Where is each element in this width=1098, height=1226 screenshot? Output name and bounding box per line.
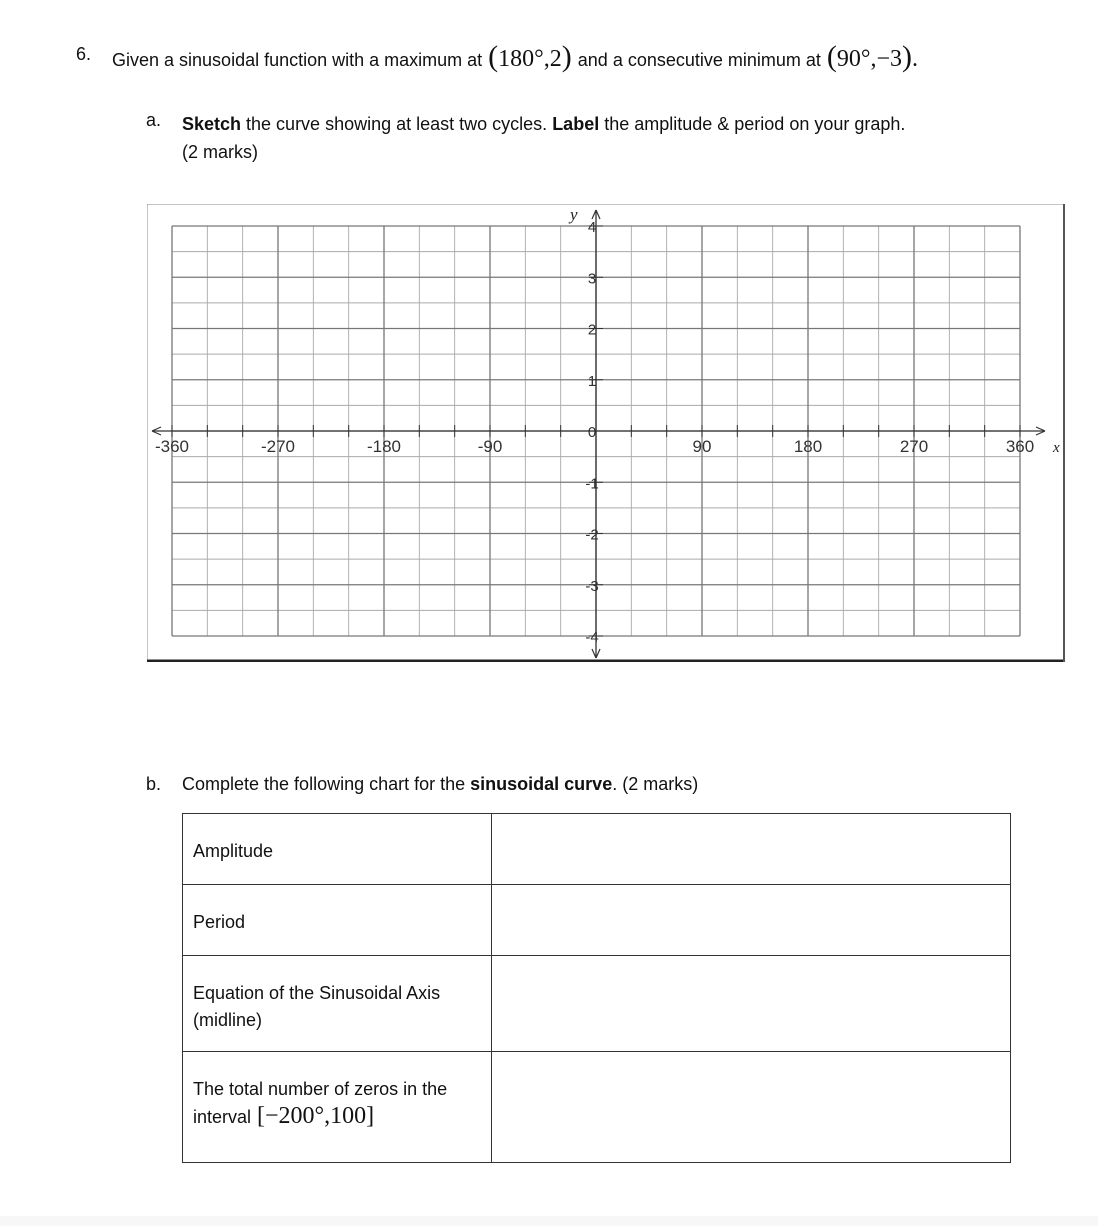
zeros-interval: [−200°,100] (257, 1103, 375, 1129)
y-tick-label: -1 (585, 475, 599, 493)
y-tick-label: 1 (587, 372, 597, 390)
y-axis-label: y (570, 205, 578, 224)
question-text-before: Given a sinusoidal function with a maximum at (112, 50, 483, 70)
part-a-letter: a. (146, 110, 162, 130)
label-bold: Label (552, 114, 600, 134)
zeros-label-last-word: interval (193, 1107, 252, 1127)
sketch-bold: Sketch (182, 114, 242, 134)
period-label: Period (183, 885, 492, 956)
x-tick-label: 90 (692, 437, 712, 456)
x-tick-label: -90 (477, 437, 503, 456)
zeros-label (183, 1052, 492, 1163)
part-a-marks: (2 marks) (182, 142, 258, 162)
x-tick-label: 360 (1005, 437, 1035, 456)
y-tick-label: 0 (587, 424, 597, 441)
max-point: (180°,2) (488, 40, 572, 73)
period-answer-cell[interactable] (492, 885, 1011, 956)
y-tick-label: -4 (585, 629, 599, 646)
min-point: (90°,−3). (826, 40, 919, 73)
zeros-answer-cell[interactable] (492, 1052, 1011, 1163)
y-tick-label: 2 (587, 321, 597, 339)
zeros-label-text: The total number of zeros in the (193, 1079, 448, 1099)
coordinate-grid[interactable] (147, 204, 1065, 662)
x-tick-label: 180 (793, 437, 823, 456)
question-number: 6. (76, 44, 92, 64)
question-text-mid: and a consecutive minimum at (577, 50, 821, 70)
midline-answer-cell[interactable] (492, 956, 1011, 1052)
amplitude-label: Amplitude (183, 814, 492, 885)
x-tick-label: 270 (899, 437, 929, 456)
page-bottom-edge (0, 1216, 1098, 1226)
midline-label: Equation of the Sinusoidal Axis (midline) (183, 956, 492, 1052)
x-tick-label: -360 (154, 437, 190, 456)
x-axis-label: x (1053, 440, 1060, 456)
y-tick-label: -2 (585, 526, 599, 544)
sinusoidal-curve-bold: sinusoidal curve (470, 774, 613, 794)
graph-frame (147, 204, 1065, 662)
x-tick-label: -270 (260, 437, 296, 456)
zeros-interval-line (193, 1103, 374, 1131)
y-tick-label: -3 (585, 577, 599, 595)
y-tick-label: 4 (587, 219, 597, 236)
answer-chart (182, 813, 1011, 1163)
x-tick-label: -180 (366, 437, 402, 456)
table-row-zeros (183, 1052, 1011, 1163)
table-row-period (183, 885, 1011, 956)
part-a-instructions: Sketch the curve showing at least two cycles. Label the amplitude & period on your graph. (2 marks) (182, 110, 905, 166)
part-b-letter: b. (146, 774, 162, 794)
question-text (112, 40, 918, 74)
amplitude-answer-cell[interactable] (492, 814, 1011, 885)
y-tick-label: 3 (587, 270, 597, 288)
table-row-midline (183, 956, 1011, 1052)
table-row-amplitude (183, 814, 1011, 885)
part-b-instructions: Complete the following chart for the sinusoidal curve. (2 marks) (182, 774, 699, 794)
